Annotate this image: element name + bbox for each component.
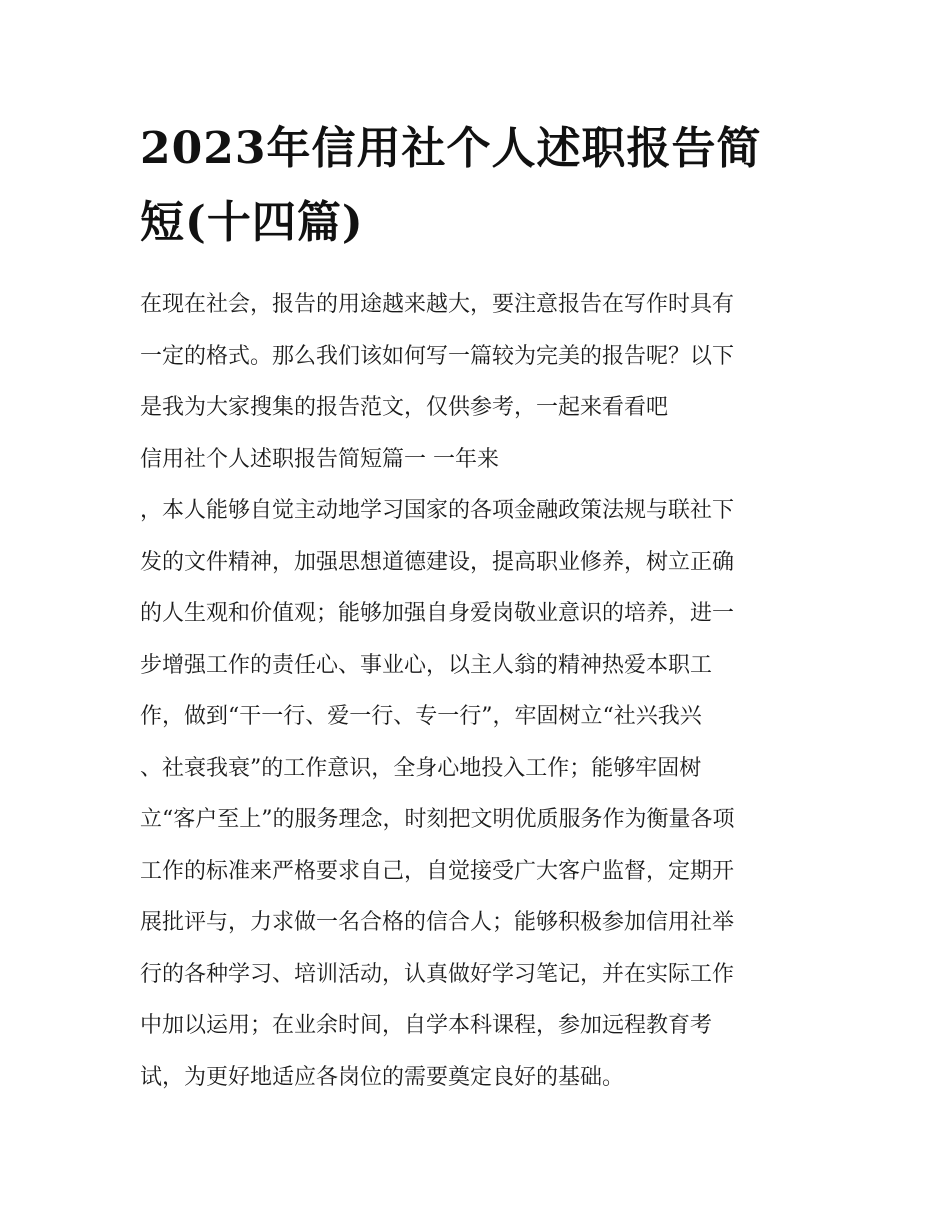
body-line: 发的文件精神，加强思想道德建设，提高职业修养，树立正确 bbox=[140, 549, 735, 575]
body-line: 一定的格式。那么我们该如何写一篇较为完美的报告呢？以下 bbox=[140, 343, 735, 369]
body-line: 是我为大家搜集的报告范文，仅供参考，一起来看看吧 bbox=[140, 395, 669, 420]
body-line: 作，做到“干一行、爱一行、专一行”，牢固树立“社兴我兴 bbox=[140, 704, 702, 729]
body-line: 、社衰我衰”的工作意识，全身心地投入工作；能够牢固树 bbox=[140, 755, 702, 781]
document-title bbox=[140, 112, 820, 260]
body-line: 立“客户至上”的服务理念，时刻把文明优质服务作为衡量各项 bbox=[140, 807, 735, 832]
body-line: 工作的标准来严格要求自己，自觉接受广大客户监督，定期开 bbox=[140, 858, 735, 884]
body-line: ，本人能够自觉主动地学习国家的各项金融政策法规与联社下 bbox=[140, 498, 735, 523]
title-line: 短(十四篇) bbox=[140, 197, 364, 248]
body-line: 展批评与，力求做一名合格的信合人；能够积极参加信用社举 bbox=[140, 910, 735, 935]
body-line: 步增强工作的责任心、事业心，以主人翁的精神热爱本职工 bbox=[140, 652, 713, 678]
document-body bbox=[140, 279, 830, 1103]
title-line: 2023年信用社个人述职报告简 bbox=[140, 123, 762, 174]
body-line: 试，为更好地适应各岗位的需要奠定良好的基础。 bbox=[140, 1064, 625, 1090]
body-line: 行的各种学习、培训活动，认真做好学习笔记，并在实际工作 bbox=[140, 961, 735, 987]
body-line: 中加以运用；在业余时间，自学本科课程，参加远程教育考 bbox=[140, 1013, 713, 1038]
body-line: 在现在社会，报告的用途越来越大，要注意报告在写作时具有 bbox=[140, 292, 735, 317]
body-line: 的人生观和价值观；能够加强自身爱岗敬业意识的培养，进一 bbox=[140, 601, 735, 626]
section-heading-line: 信用社个人述职报告简短篇一 一年来 bbox=[140, 446, 499, 472]
